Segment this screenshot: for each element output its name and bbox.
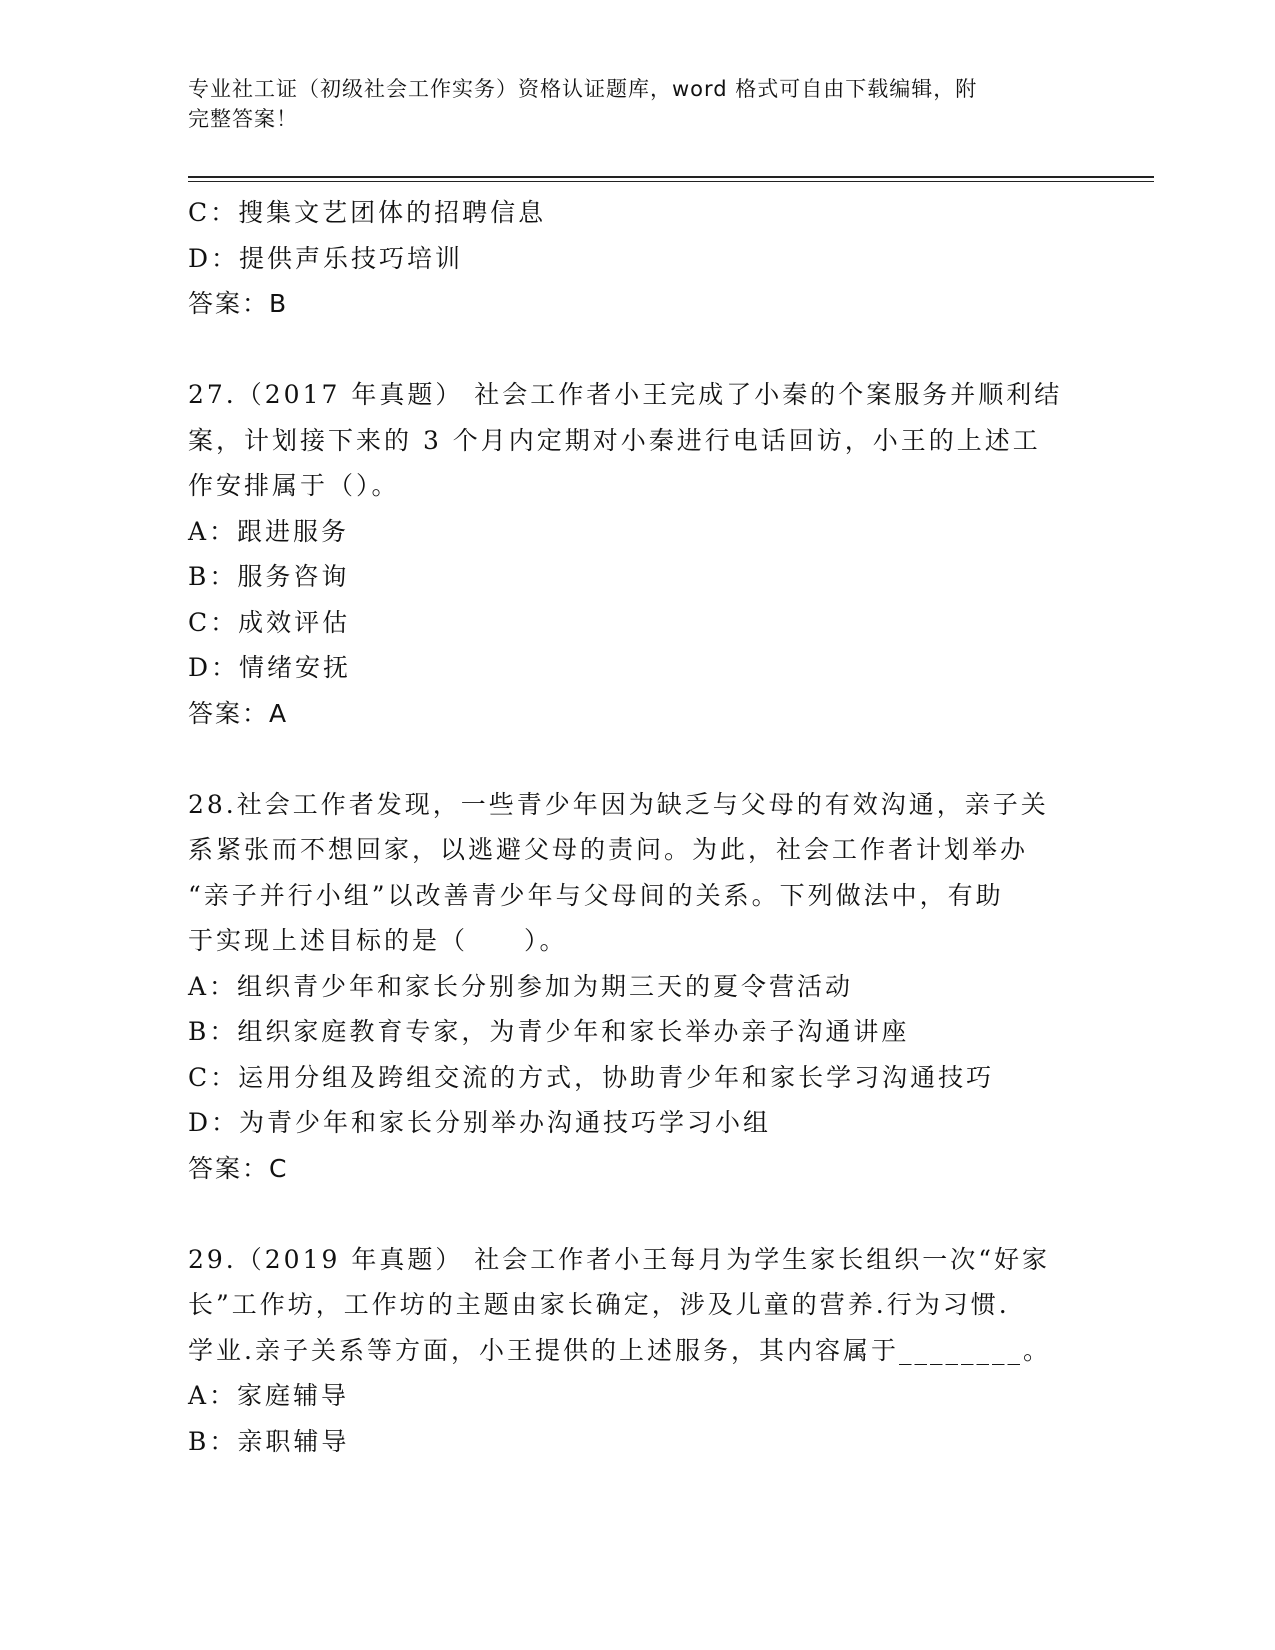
option-c: C：成效评估 [188,607,351,637]
question-content [188,190,1068,1464]
question-text-line: 长”工作坊，工作坊的主题由家长确定，涉及儿童的营养.行为习惯. [188,1290,1010,1319]
question-text-line: 系紧张而不想回家，以逃避父母的责问。为此，社会工作者计划举办 [188,835,1029,864]
header-line-2: 完整答案！ [188,107,298,131]
option-a: A：家庭辅导 [188,1381,350,1410]
question-text-line: 27.（2017 年真题） 社会工作者小王完成了小秦的个案服务并顺利结 [188,380,1063,409]
prev-question [188,190,1068,327]
question-text-line: 学业.亲子关系等方面，小王提供的上述服务，其内容属于________。 [188,1335,1051,1365]
question-text-line: “亲子并行小组”以改善青少年与父母间的关系。下列做法中，有助 [188,880,1004,910]
answer-line: 答案：B [188,289,289,318]
header-rule [188,176,1154,178]
option-c: C：搜集文艺团体的招聘信息 [188,198,547,227]
option-c: C：运用分组及跨组交流的方式，协助青少年和家长学习沟通技巧 [188,1062,995,1092]
spacer [188,736,1068,782]
question-28 [188,782,1068,1192]
option-b: B：服务咨询 [188,562,350,591]
spacer [188,1191,1068,1237]
option-d: D：情绪安抚 [188,653,352,682]
question-29 [188,1237,1068,1465]
question-text-line: 28.社会工作者发现，一些青少年因为缺乏与父母的有效沟通，亲子关 [188,789,1049,819]
answer-line: 答案：C [188,1153,289,1183]
page-header [188,74,1068,134]
header-line-1: 专业社工证（初级社会工作实务）资格认证题库，word 格式可自由下载编辑，附 [188,77,978,101]
option-d: D：为青少年和家长分别举办沟通技巧学习小组 [188,1108,772,1137]
question-text-line: 作安排属于（）。 [188,471,400,500]
option-b: B：亲职辅导 [188,1426,350,1456]
option-a: A：跟进服务 [188,516,350,546]
header-rule-thin [188,181,1154,182]
question-text-line: 于实现上述目标的是（ ）。 [188,926,568,955]
option-a: A：组织青少年和家长分别参加为期三天的夏令营活动 [188,971,854,1001]
option-b: B：组织家庭教育专家，为青少年和家长举办亲子沟通讲座 [188,1017,910,1046]
option-d: D：提供声乐技巧培训 [188,243,464,273]
question-text-line: 案，计划接下来的 3 个月内定期对小秦进行电话回访，小王的上述工 [188,425,1041,455]
answer-line: 答案：A [188,698,289,728]
question-27 [188,372,1068,736]
question-text-line: 29.（2019 年真题） 社会工作者小王每月为学生家长组织一次“好家 [188,1244,1051,1274]
spacer [188,327,1068,373]
